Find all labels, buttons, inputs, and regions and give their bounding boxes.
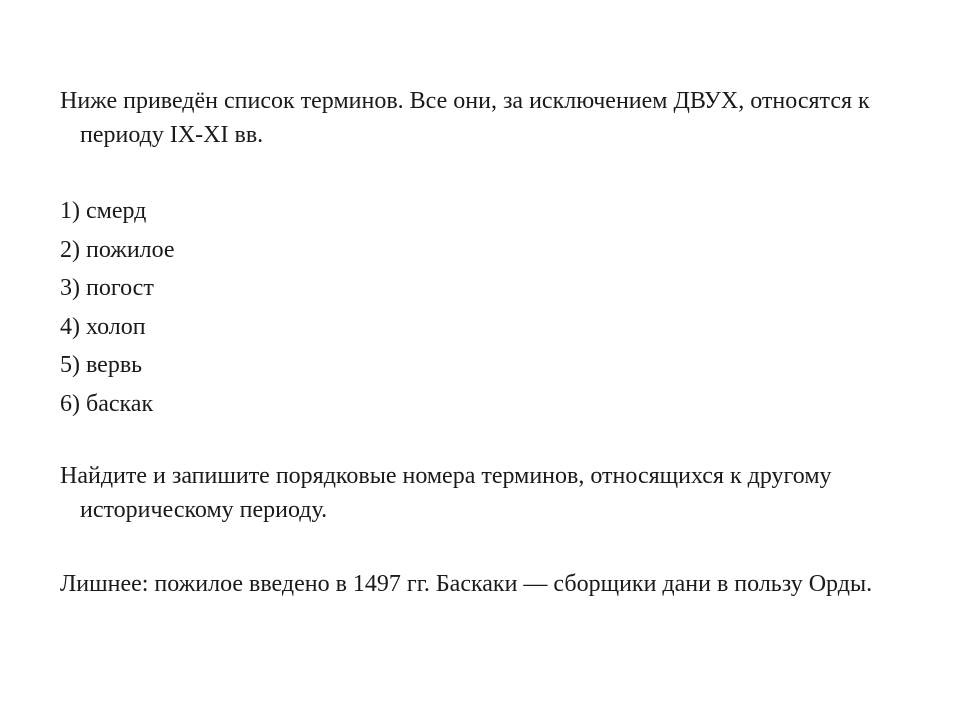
term-item: 4) холоп — [60, 313, 146, 340]
term-item: 5) вервь — [60, 352, 143, 378]
answer-text: Лишнее: пожилое введено в 1497 гг. Баскаки — сборщики дани в пользу Орды. — [60, 571, 873, 597]
term-item: 6) баскак — [60, 390, 154, 417]
question-text: Найдите и запишите порядковые номера терминов, относящихся к другому историческому периоду. — [60, 463, 832, 523]
intro-text: Ниже приведён список терминов. Все они, за исключением ДВУХ, относятся к периоду IX-XI вв. — [60, 88, 870, 148]
terms-list — [60, 192, 900, 423]
term-item: 2) пожилое — [60, 236, 175, 263]
term-item: 3) погост — [60, 275, 154, 301]
term-item: 1) смерд — [60, 198, 147, 224]
